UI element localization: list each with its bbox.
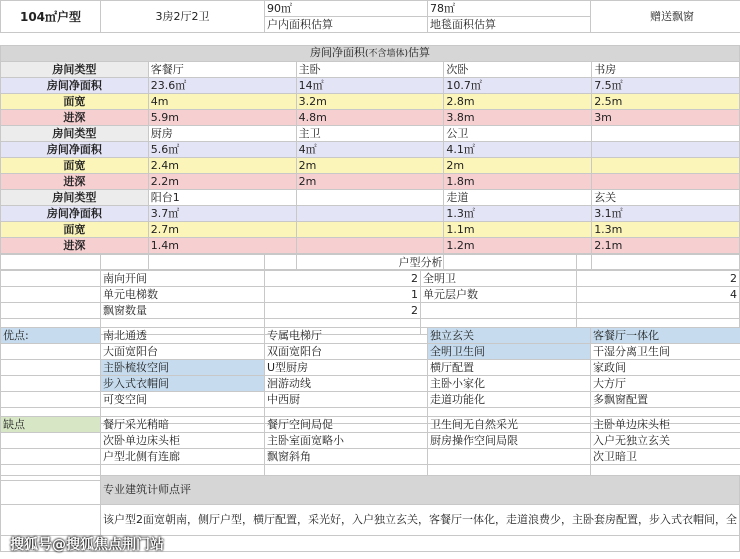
blank-cell[interactable] [1,255,101,271]
con-item[interactable] [428,449,591,465]
room-depth-cell[interactable]: 3.8m [444,110,592,126]
pro-item[interactable]: 中西厨 [265,392,428,408]
room-area-cell[interactable]: 4.1㎡ [444,142,592,158]
carpet-label-cell[interactable]: 地毯面积估算 [428,17,591,33]
room-area-cell[interactable]: 10.7㎡ [444,78,592,94]
room-width-label[interactable]: 面宽 [1,222,149,238]
room-width-cell[interactable]: 2m [296,158,444,174]
room-depth-cell[interactable]: 4.8m [296,110,444,126]
pros-row [1,344,740,360]
net-area-row [1,158,740,174]
cons-table [0,416,740,481]
pro-item[interactable]: 洄游动线 [265,376,428,392]
room-depth-cell[interactable]: 2.1m [592,238,740,254]
carpet-value-cell[interactable]: 78㎡ [428,1,591,17]
con-item[interactable]: 飘窗斜角 [265,449,428,465]
net-area-row [1,238,740,254]
review-text[interactable]: 该户型2面宽朝南，侧厅户型，横厅配置，采光好，入户独立玄关，客餐厅一体化，走道浪费少，主卧套房配置，步入式衣帽间，全 [101,505,740,536]
room-type-cell[interactable]: 客餐厅 [148,62,296,78]
pros-label[interactable]: 优点: [1,328,101,344]
blank-cell[interactable] [577,255,740,271]
review-title[interactable]: 专业建筑计师点评 [101,476,740,505]
net-area-title-text: 房间净面积 [309,46,365,59]
room-type-cell[interactable] [296,190,444,206]
room-type-cell[interactable]: 主卧 [296,62,444,78]
room-area-cell[interactable] [592,142,740,158]
room-width-cell[interactable]: 2.5m [592,94,740,110]
pro-item[interactable]: 大方厅 [591,376,740,392]
room-width-label[interactable]: 面宽 [1,94,149,110]
room-depth-label[interactable]: 进深 [1,174,149,190]
pro-item[interactable]: 主卧梳妆空间 [101,360,265,376]
con-item[interactable]: 次卧单边床头柜 [101,433,265,449]
room-type-cell[interactable]: 书房 [592,62,740,78]
room-area-label[interactable]: 房间净面积 [1,142,149,158]
pro-item[interactable]: 可变空间 [101,392,265,408]
blank-cell[interactable] [1,476,101,505]
analysis-row [1,287,740,303]
room-area-label[interactable]: 房间净面积 [1,206,149,222]
room-area-cell[interactable]: 3.1㎡ [592,206,740,222]
pro-item[interactable]: 步入式衣帽间 [101,376,265,392]
blank-cell[interactable] [1,271,101,287]
con-item[interactable]: 主卧单边床头柜 [591,417,740,433]
room-width-cell[interactable]: 2m [444,158,592,174]
net-area-row [1,222,740,238]
pro-item[interactable]: 多飘窗配置 [591,392,740,408]
analysis-label[interactable]: 全明卫 [421,271,577,287]
room-type-cell[interactable] [592,126,740,142]
net-area-table [0,45,740,270]
blank-cell[interactable] [1,287,101,303]
net-area-row [1,110,740,126]
analysis-row [1,303,740,319]
net-area-title-suffix: 估算 [408,46,431,59]
con-item[interactable]: 厨房操作空间局限 [428,433,591,449]
pros-table [0,327,740,424]
con-item[interactable]: 次卫暗卫 [591,449,740,465]
analysis-value[interactable]: 2 [265,303,421,319]
con-item[interactable]: 卫生间无自然采光 [428,417,591,433]
blank-cell[interactable] [1,303,101,319]
room-depth-label[interactable]: 进深 [1,238,149,254]
blank-cell[interactable] [1,433,101,449]
analysis-title[interactable]: 户型分析 [265,255,577,271]
pros-row [1,328,740,344]
header-table [0,0,740,33]
analysis-value[interactable]: 2 [577,271,740,287]
room-type-label[interactable]: 房间类型 [1,190,149,206]
con-item[interactable]: 餐厅采光稍暗 [101,417,265,433]
room-width-cell[interactable]: 2.8m [444,94,592,110]
net-area-row [1,174,740,190]
analysis-value[interactable]: 2 [265,271,421,287]
room-depth-cell[interactable] [296,238,444,254]
cons-row [1,433,740,449]
pros-row [1,392,740,408]
analysis-value[interactable]: 1 [265,287,421,303]
net-area-title[interactable] [1,46,740,62]
analysis-label[interactable]: 单元电梯数 [101,287,265,303]
room-width-cell[interactable]: 4m [148,94,296,110]
room-width-cell[interactable]: 1.3m [592,222,740,238]
room-type-cell[interactable]: 公卫 [444,126,592,142]
room-width-cell[interactable]: 2.7m [148,222,296,238]
net-area-row [1,142,740,158]
room-width-cell[interactable] [592,158,740,174]
analysis-label[interactable] [421,303,577,319]
net-area-row [1,126,740,142]
pro-item[interactable]: U型厨房 [265,360,428,376]
room-depth-cell[interactable]: 1.4m [148,238,296,254]
blank-cell[interactable] [1,376,101,392]
room-area-cell[interactable]: 5.6㎡ [148,142,296,158]
pros-row [1,360,740,376]
analysis-value[interactable] [577,303,740,319]
cons-row [1,449,740,465]
blank-cell[interactable] [1,392,101,408]
con-item[interactable]: 餐厅空间局促 [265,417,428,433]
indoor-value-cell[interactable]: 90㎡ [265,1,428,17]
analysis-label[interactable]: 单元层户数 [421,287,577,303]
blank-cell[interactable] [1,505,101,536]
room-depth-cell[interactable]: 2m [296,174,444,190]
room-area-cell[interactable]: 23.6㎡ [148,78,296,94]
room-area-cell[interactable]: 7.5㎡ [592,78,740,94]
blank-cell[interactable] [1,344,101,360]
room-depth-label[interactable]: 进深 [1,110,149,126]
room-area-cell[interactable] [296,206,444,222]
area-cell[interactable]: 104㎡户型 [1,1,101,33]
cons-row [1,417,740,433]
room-type-cell[interactable]: 走道 [444,190,592,206]
con-item[interactable]: 入户无独立玄关 [591,433,740,449]
room-depth-cell[interactable]: 3m [592,110,740,126]
pro-item[interactable]: 专属电梯厅 [265,328,428,344]
layout-cell[interactable]: 3房2厅2卫 [101,1,265,33]
room-area-cell[interactable]: 3.7㎡ [148,206,296,222]
room-width-cell[interactable]: 2.4m [148,158,296,174]
net-area-row [1,206,740,222]
room-type-cell[interactable]: 主卫 [296,126,444,142]
net-area-title-note: (不含墙体) [364,49,409,59]
pro-item[interactable]: 独立玄关 [428,328,591,344]
pro-item[interactable]: 走道功能化 [428,392,591,408]
blank-cell[interactable] [101,536,740,552]
analysis-label[interactable]: 飘窗数量 [101,303,265,319]
net-area-row [1,94,740,110]
watermark: 搜狐号@搜狐焦点荆门站 [10,537,164,553]
blank-cell[interactable] [1,449,101,465]
room-width-label[interactable]: 面宽 [1,158,149,174]
pro-item[interactable]: 双面宽阳台 [265,344,428,360]
con-item[interactable]: 主卧室面宽略小 [265,433,428,449]
room-depth-cell[interactable]: 1.8m [444,174,592,190]
pro-item[interactable]: 客餐厅一体化 [591,328,740,344]
indoor-label-cell[interactable]: 户内面积估算 [265,17,428,33]
blank-cell[interactable] [101,255,265,271]
room-depth-cell[interactable]: 1.2m [444,238,592,254]
room-width-cell[interactable]: 3.2m [296,94,444,110]
pro-item[interactable]: 横厅配置 [428,360,591,376]
analysis-table [0,254,740,335]
room-width-cell[interactable] [296,222,444,238]
pro-item[interactable]: 干湿分离卫生间 [591,344,740,360]
net-area-row [1,190,740,206]
room-type-cell[interactable]: 阳台1 [148,190,296,206]
room-type-cell[interactable]: 玄关 [592,190,740,206]
room-type-cell[interactable]: 次卧 [444,62,592,78]
net-area-row [1,78,740,94]
room-width-cell[interactable]: 1.1m [444,222,592,238]
room-area-cell[interactable]: 14㎡ [296,78,444,94]
gift-cell[interactable]: 赠送飘窗 [591,1,740,33]
pro-item[interactable]: 全明卫生间 [428,344,591,360]
pros-row [1,376,740,392]
room-type-label[interactable]: 房间类型 [1,126,149,142]
room-area-label[interactable]: 房间净面积 [1,78,149,94]
room-type-label[interactable]: 房间类型 [1,62,149,78]
room-depth-cell[interactable] [592,174,740,190]
pro-item[interactable]: 南北通透 [101,328,265,344]
room-type-cell[interactable]: 厨房 [148,126,296,142]
analysis-label[interactable]: 南向开间 [101,271,265,287]
room-area-cell[interactable]: 4㎡ [296,142,444,158]
pro-item[interactable]: 主卧小家化 [428,376,591,392]
room-depth-cell[interactable]: 5.9m [148,110,296,126]
pro-item[interactable]: 大面宽阳台 [101,344,265,360]
analysis-row [1,271,740,287]
con-item[interactable]: 户型北侧有连廊 [101,449,265,465]
blank-cell[interactable] [1,360,101,376]
room-area-cell[interactable]: 1.3㎡ [444,206,592,222]
cons-label[interactable]: 缺点 [1,417,101,433]
analysis-value[interactable]: 4 [577,287,740,303]
net-area-row [1,62,740,78]
pro-item[interactable]: 家政间 [591,360,740,376]
room-depth-cell[interactable]: 2.2m [148,174,296,190]
